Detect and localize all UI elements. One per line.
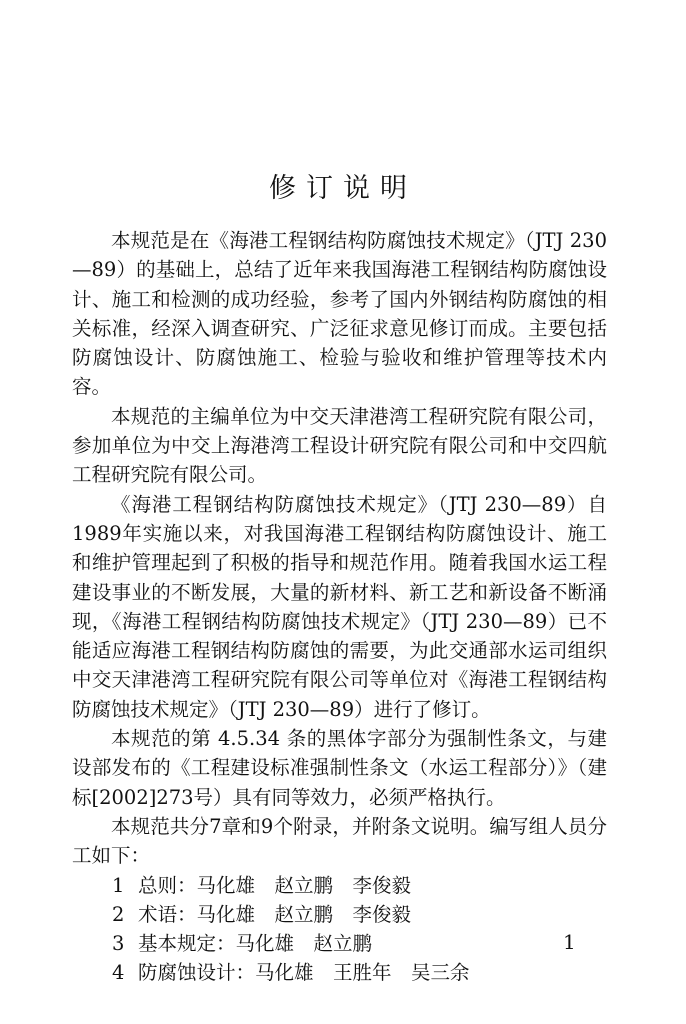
list-item-text: 防腐蚀设计：马化雄 王胜年 吴三余 [138, 961, 470, 985]
list-item-number: 3 [112, 932, 125, 956]
paragraph: 本规范共分7章和9个附录，并附条文说明。编写组人员分工如下： [72, 814, 607, 868]
list-item-text: 总则：马化雄 赵立鹏 李俊毅 [138, 873, 412, 897]
paragraph: 《海港工程钢结构防腐蚀技术规定》（JTJ 230—89）自1989年实施以来，对我国海港工程钢结构防腐蚀设计、施工和维护管理起到了积极的指导和规范作用。随着我国水运工程建设事业的不断发展，大量的新材料、新工艺和新设备不断涌现，《海港工程钢结构防腐蚀技术规定》（JTJ 230—89）已不能适应海港工程钢结构防腐蚀的需要，为此交通部水运司组织中交天津港湾工程研究院有限公司等单位对《海港工程钢结构防腐蚀技术规定》（JTJ 230—89）进行了修订。 [72, 492, 607, 721]
list-item-number: 1 [112, 873, 125, 897]
assignment-list [72, 871, 607, 988]
list-item-number: 4 [112, 961, 125, 985]
page-title: 修订说明 [269, 173, 417, 204]
list-item [72, 871, 607, 900]
page-number: 1 [563, 930, 576, 954]
list-item [72, 958, 607, 987]
list-item [72, 900, 607, 929]
list-item-number: 2 [112, 902, 125, 926]
list-item-text: 术语：马化雄 赵立鹏 李俊毅 [138, 902, 412, 926]
paragraph: 本规范的第 4.5.34 条的黑体字部分为强制性条文，与建设部发布的《工程建设标准强制性条文（水运工程部分）》（建标[2002]273号）具有同等效力，必须严格执行。 [72, 727, 607, 809]
list-item-text: 基本规定：马化雄 赵立鹏 [138, 932, 373, 956]
list-item [72, 929, 607, 958]
paragraph: 本规范是在《海港工程钢结构防腐蚀技术规定》（JTJ 230—89）的基础上，总结了近年来我国海港工程钢结构防腐蚀设计、施工和检测的成功经验，参考了国内外钢结构防腐蚀的相关标准，经深入调查研究、广泛征求意见修订而成。主要包括防腐蚀设计、防腐蚀施工、检验与验收和维护管理等技术内容。 [72, 229, 607, 399]
body-text [72, 226, 607, 988]
paragraph: 本规范的主编单位为中交天津港湾工程研究院有限公司，参加单位为中交上海港湾工程设计研究院有限公司和中交四航工程研究院有限公司。 [72, 404, 607, 487]
